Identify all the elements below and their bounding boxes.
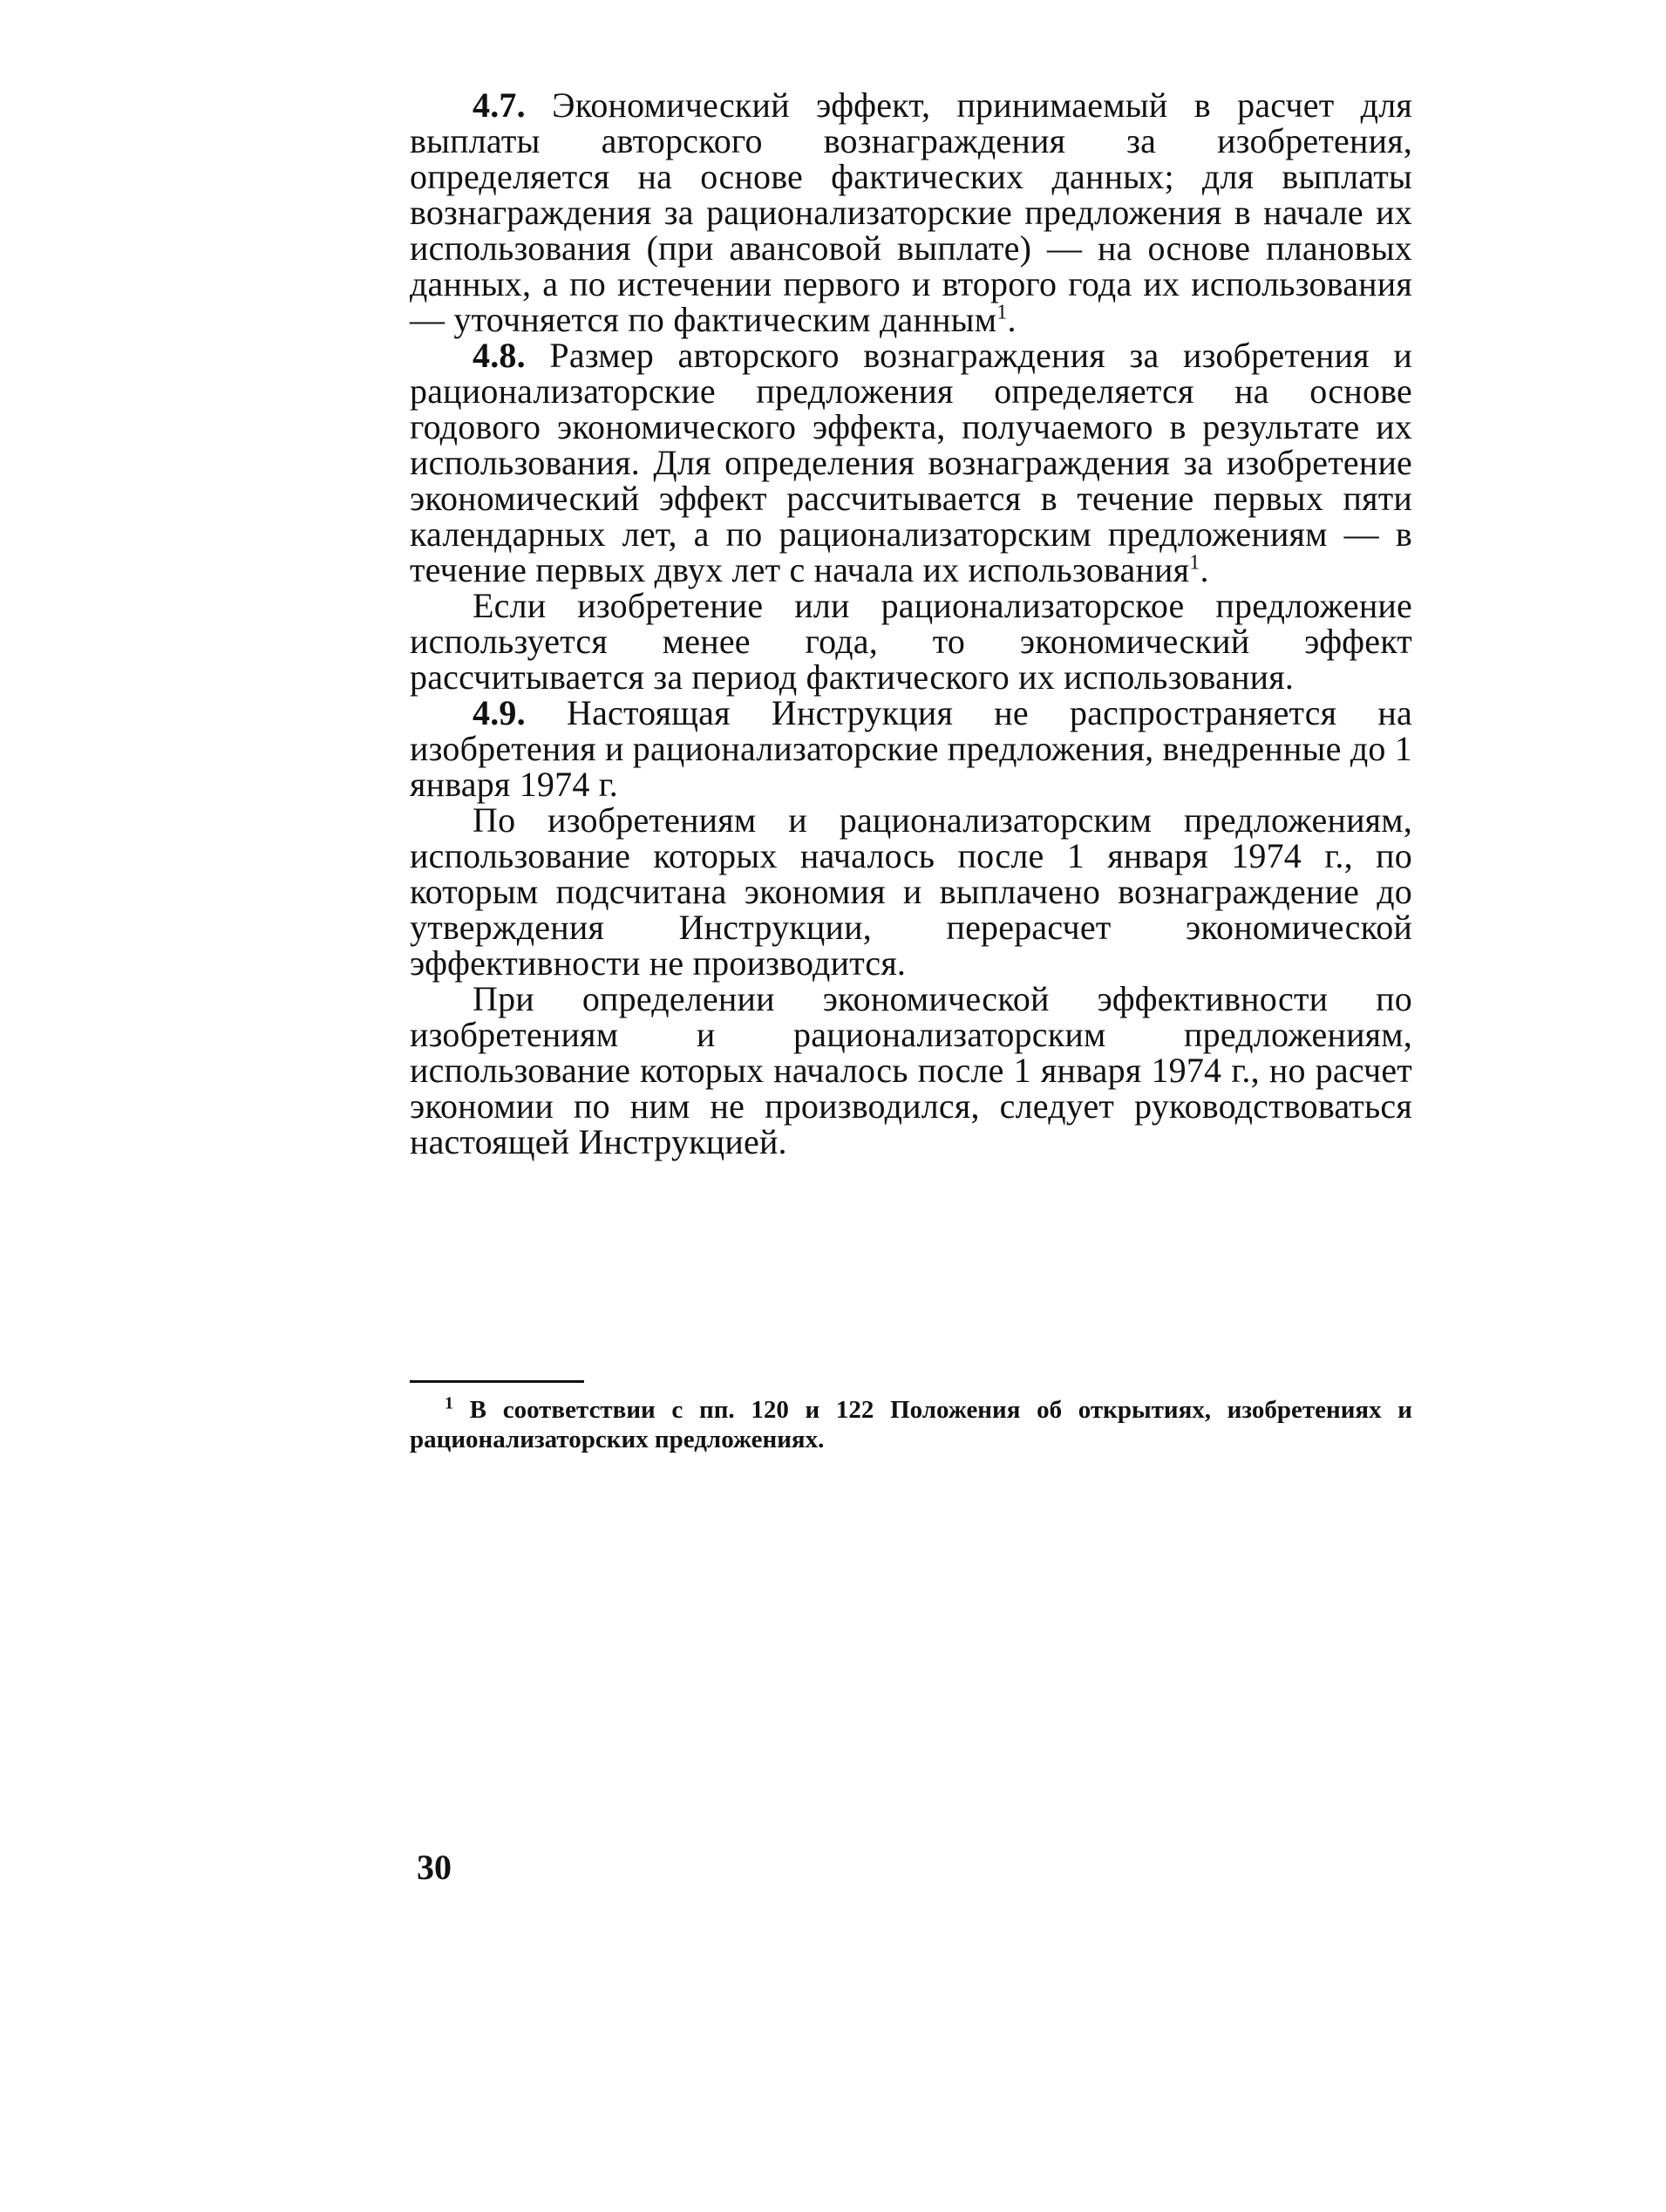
paragraph-text: Настоящая Инструкция не распространяется на изобретения и рационализаторские предложения, внедренные до 1 января 1974 г. bbox=[410, 693, 1412, 804]
paragraph-4-8 bbox=[410, 337, 1412, 588]
footnote-divider bbox=[410, 1380, 584, 1383]
paragraph-tail: . bbox=[1200, 550, 1209, 589]
paragraph-4-9-continued-1 bbox=[410, 802, 1412, 981]
paragraph-4-8-continued bbox=[410, 588, 1412, 695]
footnote-reference: 1 bbox=[996, 301, 1008, 324]
paragraph-number: 4.9. bbox=[473, 693, 526, 732]
footnote-mark: 1 bbox=[445, 1393, 453, 1413]
paragraph-number: 4.7. bbox=[473, 85, 526, 125]
paragraph-text: По изобретениям и рационализаторским предложениям, использование которых началось после 1 января 1974 г., по которым подсчитана экономия и выплачено вознаграждение до утверждения Инструкции, перерасчет экономической эффективности не производится. bbox=[410, 800, 1412, 983]
footnote-text: В соответствии с пп. 120 и 122 Положения об открытиях, изобретениях и рационализаторских предложениях. bbox=[410, 1396, 1412, 1453]
footnote bbox=[410, 1395, 1412, 1454]
body-text bbox=[410, 87, 1412, 1160]
paragraph-tail: . bbox=[1007, 300, 1017, 339]
paragraph-text: При определении экономической эффективности по изобретениям и рационализаторским предложениям, использование которых началось после 1 января 1974 г., но расчет экономии по ним не производился, следует руководствоваться настоящей Инструкцией. bbox=[410, 979, 1412, 1161]
paragraph-4-9 bbox=[410, 695, 1412, 802]
footnote-reference: 1 bbox=[1189, 551, 1200, 575]
page-number: 30 bbox=[417, 1848, 452, 1887]
paragraph-text: Если изобретение или рационализаторское предложение используется менее года, то экономический эффект рассчитывается за период фактического их использования. bbox=[410, 586, 1412, 697]
paragraph-4-9-continued-2 bbox=[410, 981, 1412, 1160]
paragraph-text: Размер авторского вознаграждения за изобретения и рационализаторские предложения определяется на основе годового экономического эффекта, получаемого в результате их использования. Для определения вознаграждения за изобретение экономический эффект рассчитывается в течение первых пяти календарных лет, а по рационализаторским предложениям — в течение первых двух лет с начала их использования bbox=[410, 336, 1412, 589]
paragraph-4-7 bbox=[410, 87, 1412, 337]
paragraph-number: 4.8. bbox=[473, 336, 526, 375]
paragraph-text: Экономический эффект, принимаемый в расчет для выплаты авторского вознаграждения за изобретения, определяется на основе фактических данных; для выплаты вознаграждения за рационализаторские предложения в начале их использования (при авансовой выплате) — на основе плановых данных, а по истечении первого и второго года их использования — уточняется по фактическим данным bbox=[410, 85, 1412, 339]
